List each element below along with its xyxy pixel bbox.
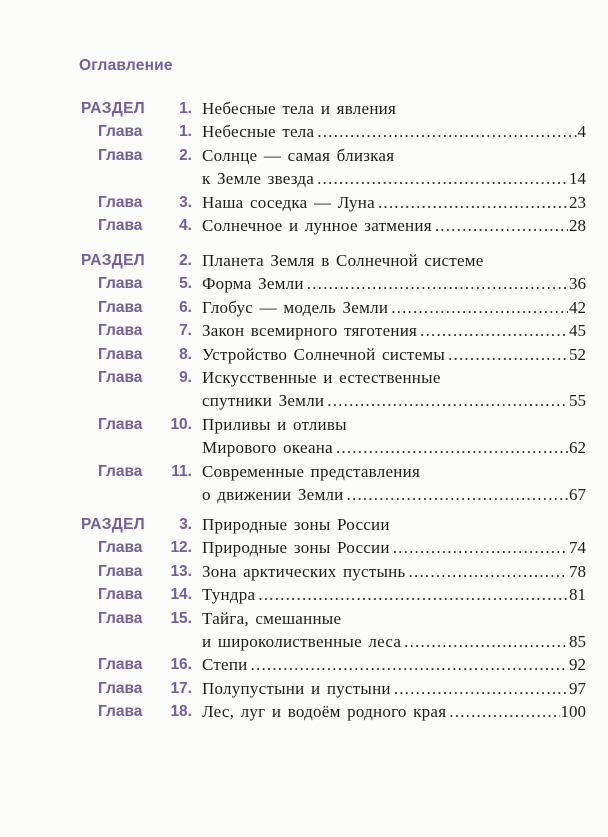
chapter-label: Глава	[98, 275, 143, 293]
chapter-label: Глава	[98, 146, 143, 164]
dot-leader	[391, 297, 568, 319]
chapter-entry[interactable]	[202, 654, 586, 676]
page-number: 85	[569, 632, 586, 651]
dot-leader	[394, 678, 568, 700]
toc-entry-row[interactable]	[0, 121, 608, 143]
chapter-label: Глава	[98, 369, 143, 386]
chapter-number: 6.	[179, 298, 192, 316]
dot-leader	[327, 390, 568, 412]
chapter-label: Глава	[98, 193, 143, 211]
toc-entry-row[interactable]	[0, 537, 608, 559]
chapter-title: Тундра	[202, 585, 256, 605]
chapter-label: Глава	[98, 703, 143, 721]
chapter-title: Лес, луг и водоём родного края	[202, 702, 447, 722]
chapter-entry[interactable]	[202, 390, 586, 412]
chapter-entry[interactable]	[202, 701, 586, 723]
chapter-number: 12.	[170, 539, 192, 557]
chapter-entry[interactable]	[202, 192, 586, 214]
chapter-entry[interactable]	[202, 215, 586, 237]
toc-entry-row[interactable]	[0, 561, 608, 583]
dot-leader	[449, 701, 559, 723]
chapter-label: Глава	[98, 345, 143, 363]
toc-entry-row[interactable]	[0, 584, 608, 606]
toc-entry-row[interactable]	[0, 344, 608, 366]
chapter-entry[interactable]	[202, 320, 586, 342]
dot-leader	[317, 121, 576, 143]
chapter-title: Солнце — самая близкая	[202, 145, 395, 165]
chapter-entry[interactable]	[202, 484, 586, 506]
page-number: 74	[569, 538, 586, 558]
toc-title: Оглавление	[79, 57, 173, 74]
chapter-title: Зона арктических пустынь	[202, 561, 406, 581]
chapter-title: о движении Земли	[202, 485, 344, 504]
dot-leader	[251, 654, 568, 676]
chapter-title: Приливы и отливы	[202, 414, 347, 434]
chapter-title: к Земле звезда	[202, 169, 315, 189]
section-heading-3	[0, 514, 608, 536]
chapter-title: Небесные тела	[202, 122, 315, 142]
dot-leader	[336, 437, 568, 459]
toc-entry-row[interactable]	[0, 414, 608, 436]
chapter-label: Глава	[98, 123, 143, 141]
section-heading-1	[0, 98, 608, 120]
toc-entry-row[interactable]	[0, 145, 608, 167]
page-number: 97	[569, 678, 586, 698]
page-number: 28	[569, 216, 586, 235]
dot-leader	[448, 344, 568, 366]
dot-leader	[317, 168, 568, 190]
page-number: 14	[569, 169, 586, 189]
chapter-title: Солнечное и лунное затмения	[202, 216, 432, 235]
chapter-entry[interactable]	[202, 297, 586, 319]
dot-leader	[258, 584, 568, 606]
chapter-title: Природные зоны России	[202, 538, 390, 558]
dot-leader	[435, 215, 568, 237]
section-title: Планета Земля в Солнечной системе	[202, 251, 484, 270]
dot-leader	[420, 320, 568, 342]
chapter-number: 17.	[170, 679, 192, 697]
toc-entry-row[interactable]	[0, 678, 608, 700]
chapter-number: 18.	[170, 703, 192, 721]
section-heading-2	[0, 250, 608, 272]
chapter-title: Степи	[202, 655, 248, 675]
toc-entry-row[interactable]	[0, 297, 608, 319]
toc-entry-row[interactable]	[0, 484, 608, 506]
toc-entry-row[interactable]	[0, 390, 608, 412]
dot-leader	[404, 631, 568, 653]
page-number: 45	[569, 321, 586, 341]
chapter-number: 16.	[170, 656, 192, 674]
page-number: 23	[569, 192, 586, 212]
chapter-entry[interactable]	[202, 584, 586, 606]
chapter-label: Глава	[98, 586, 143, 604]
chapter-number: 13.	[170, 562, 192, 580]
chapter-entry[interactable]	[202, 537, 586, 559]
chapter-label: Глава	[98, 539, 143, 557]
dot-leader	[378, 192, 568, 214]
toc-entry-row[interactable]	[0, 367, 608, 389]
section-title: Природные зоны России	[202, 515, 390, 534]
page-number: 62	[569, 438, 586, 458]
chapter-label: Глава	[98, 656, 143, 674]
toc-entry-row[interactable]	[0, 168, 608, 190]
chapter-title: Полупустыни и пустыни	[202, 678, 391, 698]
chapter-entry[interactable]	[202, 437, 586, 459]
chapter-label: Глава	[98, 217, 143, 234]
toc-entry-row[interactable]	[0, 701, 608, 723]
chapter-label: Глава	[98, 298, 143, 316]
dot-leader	[347, 484, 568, 506]
chapter-title: Тайга, смешанные	[202, 608, 342, 628]
page-number: 67	[569, 485, 586, 504]
chapter-number: 1.	[179, 123, 192, 141]
section-number: 3.	[179, 516, 192, 533]
chapter-number: 15.	[170, 609, 192, 627]
chapter-title: Закон всемирного тяготения	[202, 321, 418, 341]
chapter-title: Искусственные и естественные	[202, 368, 441, 387]
chapter-title: Форма Земли	[202, 274, 304, 294]
chapter-number: 3.	[179, 193, 192, 211]
chapter-entry[interactable]	[202, 561, 586, 583]
chapter-title: Современные представления	[202, 461, 421, 481]
chapter-number: 8.	[179, 345, 192, 363]
chapter-label: Глава	[98, 462, 143, 480]
chapter-title: и широколиственные леса	[202, 632, 402, 651]
chapter-number: 11.	[171, 462, 192, 480]
toc-entry-row[interactable]	[0, 320, 608, 342]
chapter-number: 9.	[179, 369, 192, 386]
dot-leader	[393, 537, 568, 559]
toc-entry-row[interactable]	[0, 608, 608, 630]
chapter-entry[interactable]	[202, 631, 586, 653]
toc-entry-row[interactable]	[0, 437, 608, 459]
section-title: Небесные тела и явления	[202, 99, 397, 118]
section-label: РАЗДЕЛ	[81, 100, 145, 117]
chapter-label: Глава	[98, 679, 143, 697]
toc-entry-row[interactable]	[0, 461, 608, 483]
chapter-label: Глава	[98, 609, 143, 627]
chapter-label: Глава	[98, 415, 143, 433]
page-number: 4	[577, 122, 586, 142]
chapter-title: Мирового океана	[202, 438, 333, 458]
page-number: 78	[569, 561, 586, 581]
page-number: 36	[569, 274, 586, 294]
chapter-number: 14.	[170, 586, 192, 604]
chapter-title: Глобус — модель Земли	[202, 297, 389, 317]
chapter-label: Глава	[98, 562, 143, 580]
chapter-entry[interactable]	[202, 273, 586, 295]
chapter-title: спутники Земли	[202, 391, 325, 411]
toc-entry-row[interactable]	[0, 192, 608, 214]
page-number: 92	[569, 655, 586, 675]
chapter-number: 2.	[179, 146, 192, 164]
page-number: 81	[569, 585, 586, 605]
chapter-number: 4.	[179, 217, 192, 234]
chapter-entry[interactable]	[202, 678, 586, 700]
page-number: 55	[569, 391, 586, 411]
chapter-title: Наша соседка — Луна	[202, 192, 375, 212]
chapter-entry[interactable]	[202, 168, 586, 190]
toc-entry-row[interactable]	[0, 273, 608, 295]
section-label: РАЗДЕЛ	[81, 516, 145, 533]
chapter-title: Устройство Солнечной системы	[202, 344, 446, 364]
page-number: 52	[569, 344, 586, 364]
section-number: 2.	[179, 252, 192, 269]
section-label: РАЗДЕЛ	[81, 252, 145, 269]
chapter-number: 10.	[170, 415, 192, 433]
chapter-number: 5.	[179, 275, 192, 293]
dot-leader	[307, 273, 568, 295]
toc-entry-row[interactable]	[0, 215, 608, 237]
chapter-entry[interactable]	[202, 121, 586, 143]
chapter-number: 7.	[179, 322, 192, 340]
chapter-label: Глава	[98, 322, 143, 340]
chapter-entry[interactable]	[202, 344, 586, 366]
section-number: 1.	[179, 100, 192, 117]
toc-entry-row[interactable]	[0, 631, 608, 653]
page-number: 42	[569, 297, 586, 317]
page-number: 100	[560, 702, 586, 722]
dot-leader	[409, 561, 568, 583]
toc-entry-row[interactable]	[0, 654, 608, 676]
